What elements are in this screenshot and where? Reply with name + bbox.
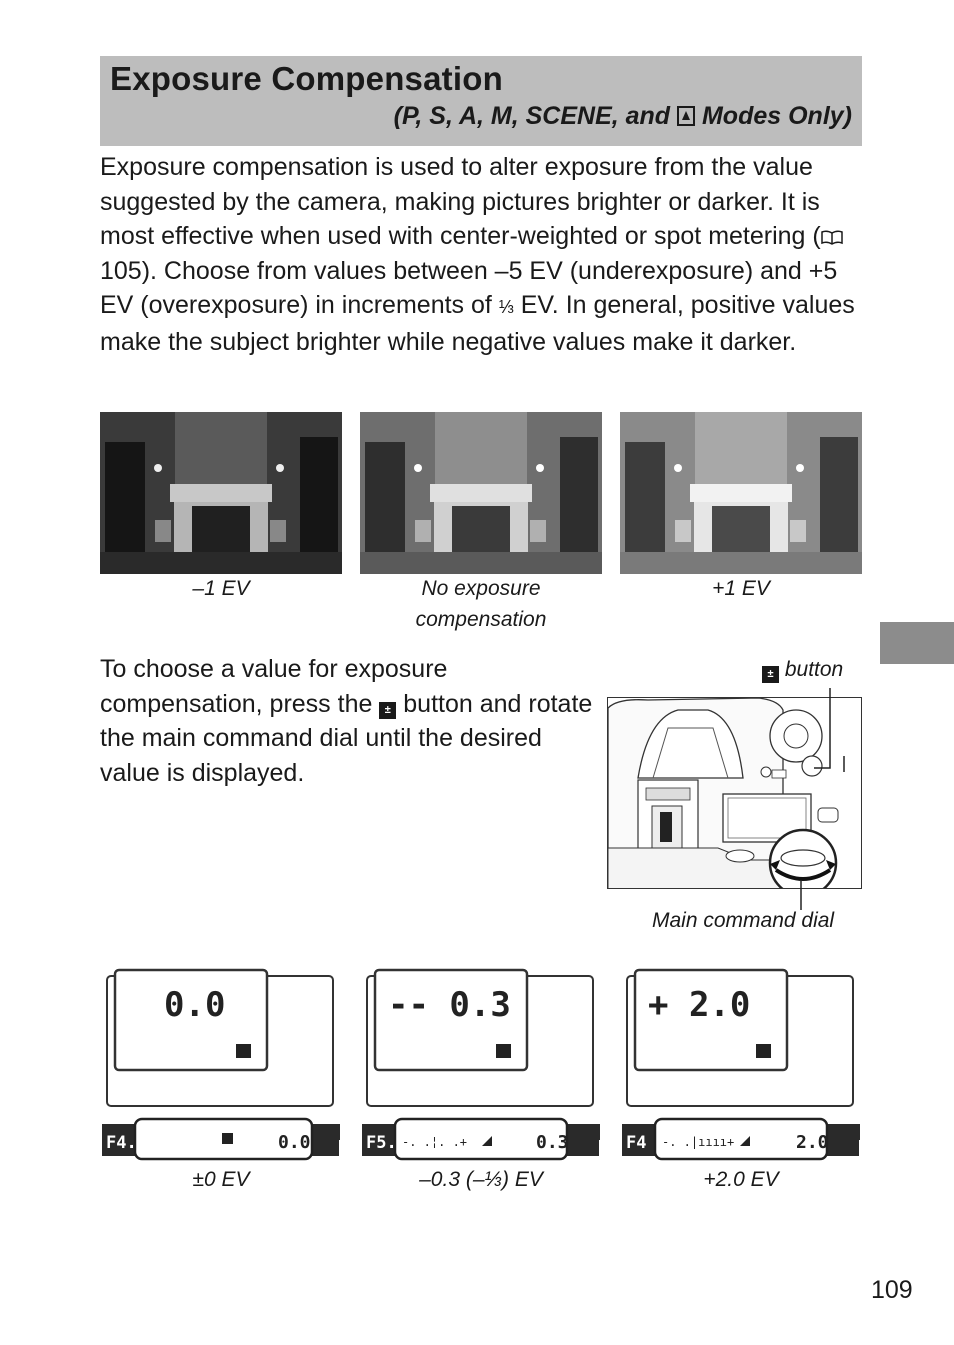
photo-caption: –1 EV [192,577,250,600]
fireplace-photo-dark [100,412,342,574]
title-bar [100,56,862,146]
viewfinder-aperture: F4.5 [106,1133,147,1153]
control-panel-lcd [104,968,344,1140]
display-zero [104,968,344,1140]
display-plus [624,968,864,1140]
section-tab [880,622,954,664]
lcd-value: -- 0.3 [388,985,511,1025]
exposure-compensation-icon: ± [762,666,779,683]
page-number: 109 [871,1276,913,1304]
exposure-compensation-icon: ± [379,702,396,719]
intro-end: EV. In general, positive values make the subject brighter while negative values make it darker. [100,291,855,356]
viewfinder-display [362,1116,602,1162]
control-panel-lcd [364,968,604,1140]
photo-caption: +1 EV [712,577,770,600]
viewfinder-value: 0.0 [278,1132,311,1153]
subtitle-text: (P, S, A, M, SCENE, and [393,102,678,130]
button-callout [762,658,843,683]
book-reference-icon [821,229,843,245]
viewfinder-display [102,1116,342,1162]
effects-mode-icon [677,106,695,126]
display-caption: –0.3 (–⅓) EV [419,1168,543,1191]
subtitle-end: Modes Only) [695,102,852,130]
intro-ref: 105). Choose from values between –5 EV (underexposure) and +5 EV (overexposure) in increments of [100,256,838,319]
display-minus [364,968,604,1140]
photo-no-compensation [360,412,602,574]
control-panel-lcd [624,968,864,1140]
svg-text:-. .¦. .+: -. .¦. .+ [402,1135,468,1149]
button-callout-label: button [779,658,844,681]
display-caption: +2.0 EV [703,1168,779,1191]
viewfinder-display [622,1116,862,1162]
photo-plus-1-ev [620,412,862,574]
intro-text: Exposure compensation is used to alter exposure from the value suggested by the camera, making pictures brighter or darker. It is most effective when used with center-weighted or spot metering ( [100,153,821,250]
page-title: Exposure Compensation [110,60,503,97]
step-paragraph [100,652,595,790]
step-text-end: button and rotate the main command dial until the desired value is displayed. [100,689,593,787]
viewfinder-aperture: F4 [626,1133,647,1153]
photo-caption: No exposure compensation [415,577,547,631]
fireplace-photo-bright [620,412,862,574]
lcd-value: + 2.0 [648,985,751,1025]
viewfinder-value: 2.0 [796,1132,829,1153]
dial-leader-line [798,880,804,910]
viewfinder-aperture: F5.6 [366,1133,407,1153]
button-leader-line [800,686,860,776]
viewfinder-value: 0.3 [536,1132,569,1153]
intro-paragraph [100,150,865,359]
photo-minus-1-ev [100,412,342,574]
step-text: To choose a value for exposure compensation, press the [100,655,448,718]
intro-fraction: ⅓ [498,297,514,317]
display-caption: ±0 EV [192,1168,250,1191]
fireplace-photo-medium [360,412,602,574]
dial-callout-label: Main command dial [652,909,835,932]
page-subtitle [394,102,852,131]
svg-text:-. .|ıııı+: -. .|ıııı+ [662,1135,735,1149]
lcd-value: 0.0 [164,985,226,1025]
